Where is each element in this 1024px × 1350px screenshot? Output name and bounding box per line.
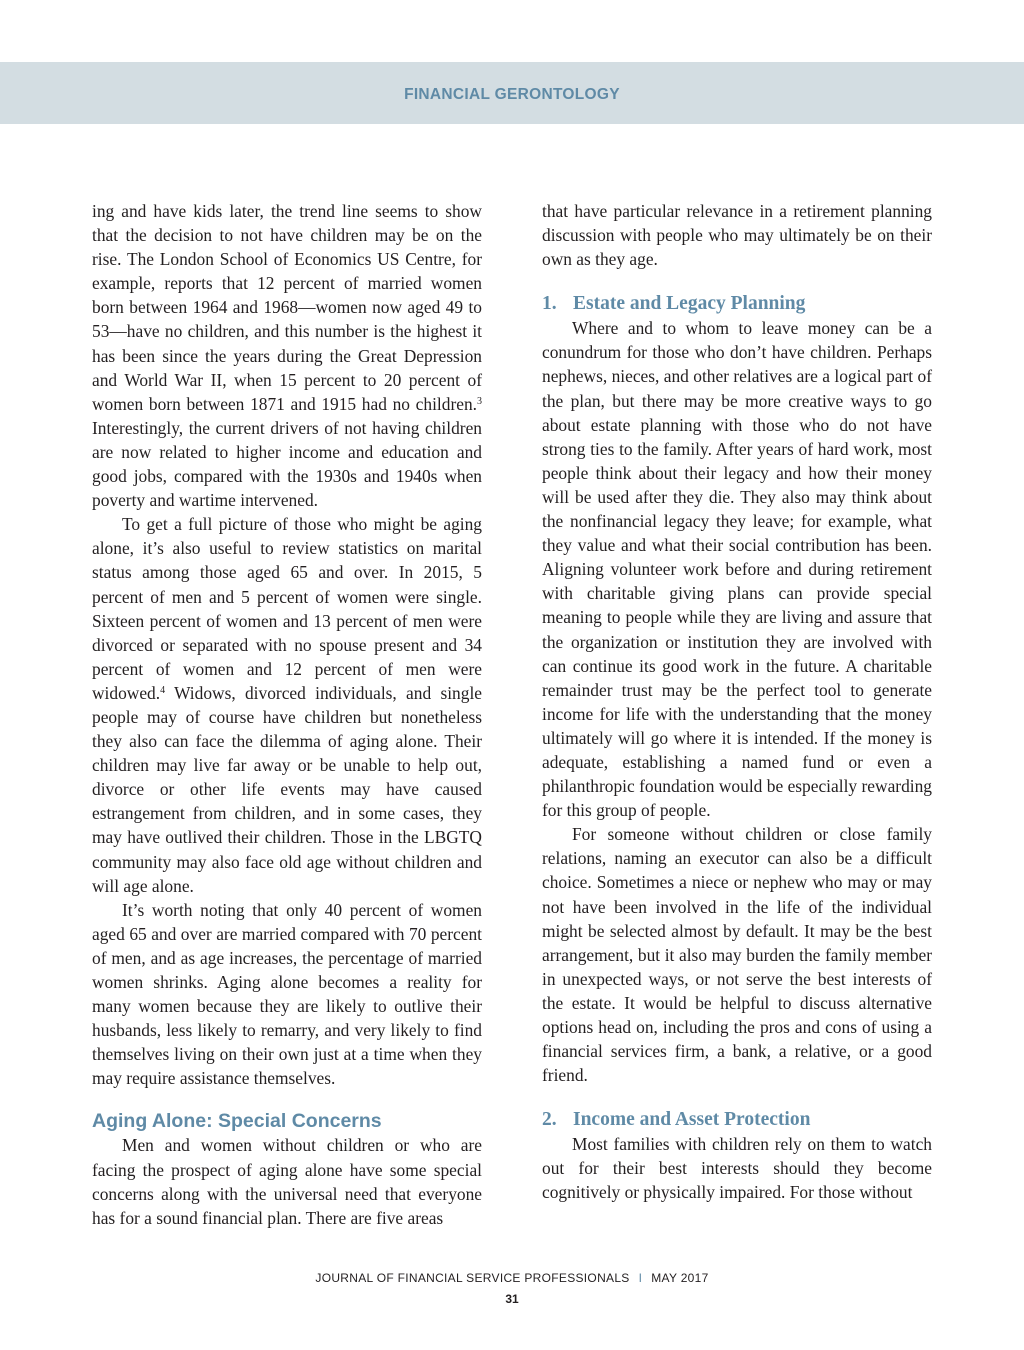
subsection-number: 2. [542, 1109, 557, 1131]
issue-date: MAY 2017 [651, 1271, 709, 1285]
paragraph: ing and have kids later, the trend line seems to show that the decision to not have children may be on the rise. The London School of Economics US Centre, for example, reports that 12 percent of married women born between 1964 and 1968—women now aged 49 to 53—have no children, and this number is the highest it has been since the years during the Great Depression and World War II, when 15 percent to 20 percent of women born between 1871 and 1915 had no children.$^3$ Interestingly, the current drivers of not having children are now related to higher income and education and good jobs, compared with the 1930s and 1940s when poverty and wartime intervened. [92, 201, 482, 511]
section-heading: Aging Alone: Special Concerns [92, 1110, 382, 1133]
paragraph: Where and to whom to leave money can be a conundrum for those who don’t have children. Perhaps nephews, nieces, and other relatives are a logical part of the plan, but there may be more creative ways to go about estate planning with those who do not have strong ties to the family. After years of hard work, most people think about their legacy and how their money will be used after they die. They also may think about the nonfinancial legacy they leave; for example, what they value and what their social contribution has been. Aligning volunteer work before and during retirement with charitable giving plans can provide special meaning to people while they are living and assure that the organization or institution they are involved with can continue its good work in the future. A charitable remainder trust may be the perfect tool to generate income for life with the understanding that the money ultimately will go where it is intended. If the money is adequate, establishing a named fund or even a philanthropic foundation would be especially rewarding for this group of people. [542, 318, 932, 821]
running-header: FINANCIAL GERONTOLOGY [404, 86, 620, 103]
paragraph: For someone without children or close family relations, naming an executor can also be a difficult choice. Sometimes a niece or nephew who may or may not have been involved in the life of the individual might be selected almost by default. It may be the best arrangement, but it also may burden the family member in unexpected ways, or not serve the best interests of the estate. It would be helpful to discuss alternative options head on, including the pros and cons of using a financial services firm, a bank, a relative, or a good friend. [542, 824, 932, 1086]
footnote-ref: 3 [477, 395, 482, 407]
left-column [92, 199, 482, 1230]
footer-journal-line [0, 1271, 1024, 1285]
paragraph: It’s worth noting that only 40 percent of women aged 65 and over are married compared with 70 percent of men, and as age increases, the percentage of married women shrinks. Aging alone becomes a reality for many women because they are likely to outlive their husbands, less likely to remarry, and very likely to find themselves living on their own just at a time when they may require assistance themselves. [92, 899, 482, 1089]
subsection-heading-estate [542, 292, 932, 316]
subsection-heading-income [542, 1108, 932, 1132]
subsection-title: Income and Asset Protection [573, 1109, 811, 1131]
paragraph: Most families with children rely on them to watch out for their best interests should they become cognitively or physically impaired. For those without [542, 1134, 932, 1203]
journal-name: JOURNAL OF FINANCIAL SERVICE PROFESSIONALS [315, 1271, 630, 1285]
paragraph: To get a full picture of those who might be aging alone, it’s also useful to review statistics on marital status among those aged 65 and over. In 2015, 5 percent of men and 5 percent of women were single. Sixteen percent of women and 13 percent of men were divorced or separated with no spouse present and 34 percent of women and 12 percent of men were widowed.$^4$ Widows, divorced individuals, and single people may of course have children but nonetheless they also can face the dilemma of aging alone. Their children may live far away or be unable to help out, divorce or other life events may have caused estrangement from children, and in some cases, they may have outlived their children. Those in the LBGTQ community may also face old age without children and will age alone. [92, 514, 482, 896]
paragraph: Men and women without children or who are facing the prospect of aging alone have some special concerns along with the universal need that everyone has for a sound financial plan. There are five areas [92, 1135, 482, 1228]
subsection-title: Estate and Legacy Planning [573, 293, 806, 315]
paragraph: that have particular relevance in a retirement planning discussion with people who may ultimately be on their own as they age. [542, 201, 932, 270]
footer-separator: I [638, 1271, 643, 1285]
page-number: 31 [505, 1292, 519, 1306]
subsection-number: 1. [542, 293, 557, 315]
footnote-ref: 4 [160, 684, 166, 696]
right-column [542, 199, 932, 1205]
